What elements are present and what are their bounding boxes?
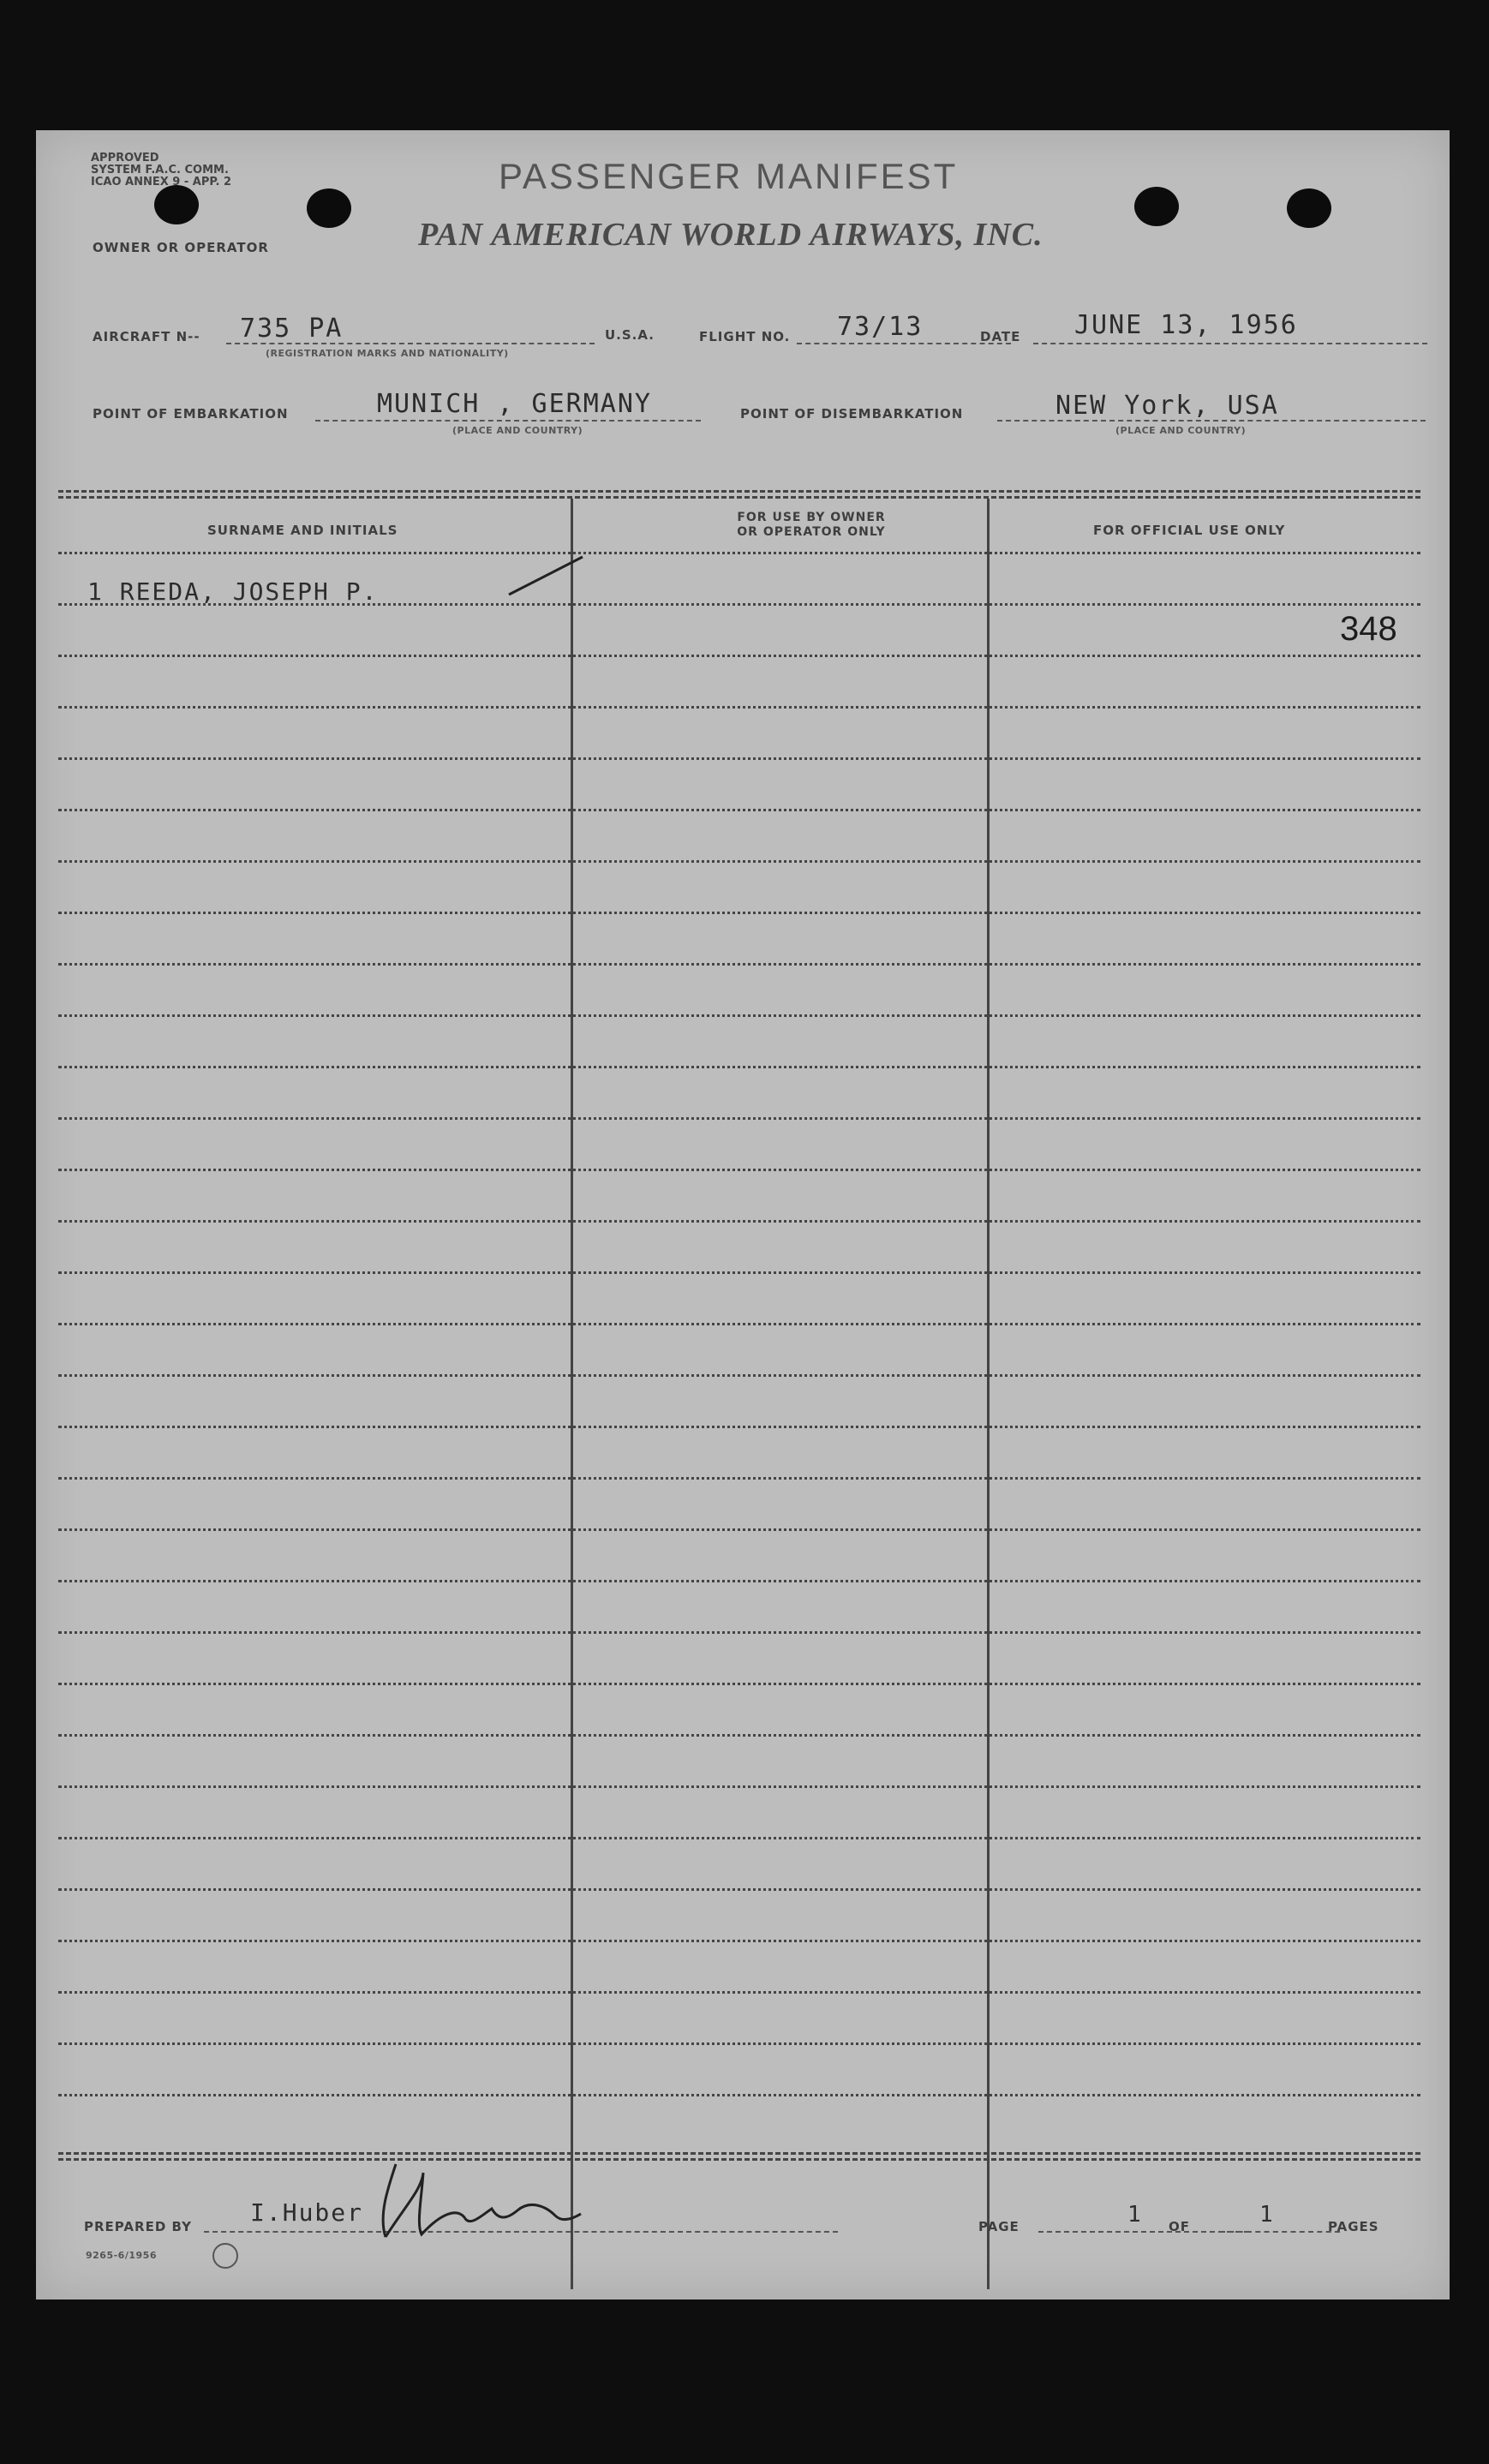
col-header-owner-line1: FOR USE BY OWNER <box>737 511 886 524</box>
row-rule <box>58 1888 1420 1891</box>
row-rule <box>58 706 1420 709</box>
punch-hole-right-2 <box>1287 188 1331 228</box>
flight-label: FLIGHT NO. <box>699 329 791 344</box>
row-rule <box>58 1271 1420 1274</box>
aircraft-value: 735 PA <box>240 314 344 344</box>
row-rule <box>58 1220 1420 1223</box>
row-rule <box>58 1117 1420 1120</box>
column-divider-2 <box>987 499 990 2289</box>
row-rule <box>58 1837 1420 1839</box>
row-rule <box>58 1631 1420 1634</box>
row-rule <box>58 655 1420 657</box>
owner-label: OWNER OR OPERATOR <box>93 240 269 255</box>
row-rule <box>58 1785 1420 1788</box>
row-rule <box>58 1477 1420 1480</box>
embarkation-value: MUNICH , GERMANY <box>377 389 652 419</box>
pages-label: PAGES <box>1328 2219 1379 2234</box>
col-header-official: FOR OFFICIAL USE ONLY <box>1093 523 1286 538</box>
row-rule <box>58 1528 1420 1531</box>
row-rule <box>58 1014 1420 1017</box>
row-rule <box>58 963 1420 966</box>
col-header-surname: SURNAME AND INITIALS <box>207 523 398 538</box>
row-rule <box>58 1940 1420 1942</box>
row-rule <box>58 1323 1420 1325</box>
col-header-owner-line2: OR OPERATOR ONLY <box>737 525 886 539</box>
punch-hole-right-1 <box>1134 187 1179 226</box>
row-rule <box>58 912 1420 914</box>
row-rule <box>58 1683 1420 1685</box>
carrier-name: PAN AMERICAN WORLD AIRWAYS, INC. <box>418 217 1043 253</box>
disembarkation-value: NEW York, USA <box>1055 391 1279 421</box>
approval-line: SYSTEM F.A.C. COMM. <box>91 164 229 176</box>
row-rule <box>58 1580 1420 1582</box>
registration-note: (REGISTRATION MARKS AND NATIONALITY) <box>266 348 509 359</box>
row-rule <box>58 1734 1420 1737</box>
row-rule <box>58 1991 1420 1994</box>
row-rule <box>58 2094 1420 2096</box>
row-rule <box>58 860 1420 863</box>
table-top-border <box>58 490 1420 499</box>
prepared-by-label: PREPARED BY <box>84 2219 192 2234</box>
approval-line: APPROVED <box>91 152 159 164</box>
official-number: 348 <box>1340 610 1397 648</box>
disembarkation-label: POINT OF DISEMBARKATION <box>740 406 964 422</box>
manifest-page <box>36 130 1450 2300</box>
check-stroke <box>504 547 589 598</box>
row-rule <box>58 552 1420 554</box>
of-label: OF <box>1169 2219 1190 2234</box>
form-title: PASSENGER MANIFEST <box>499 156 959 196</box>
usa-label: U.S.A. <box>605 327 655 343</box>
row-rule <box>58 757 1420 760</box>
date-value: JUNE 13, 1956 <box>1074 310 1298 340</box>
row-rule <box>58 1066 1420 1068</box>
page-value: 1 <box>1127 2202 1143 2228</box>
passenger-name: 1 REEDA, JOSEPH P. <box>87 577 379 606</box>
prepared-by-value: I.Huber <box>250 2198 364 2227</box>
col-header-owner <box>610 511 1013 540</box>
row-rule <box>58 1374 1420 1377</box>
approval-line: ICAO ANNEX 9 - APP. 2 <box>91 176 231 188</box>
signature <box>362 2156 593 2250</box>
row-rule <box>58 1426 1420 1428</box>
date-label: DATE <box>980 329 1021 344</box>
form-code: 9265-6/1956 <box>86 2250 157 2261</box>
punch-hole-left-1 <box>154 185 199 224</box>
approval-block <box>91 153 231 188</box>
flight-value: 73/13 <box>837 312 924 342</box>
disembarkation-note: (PLACE AND COUNTRY) <box>1115 425 1247 436</box>
of-value: 1 <box>1259 2202 1275 2228</box>
row-rule <box>58 1169 1420 1171</box>
page-label: PAGE <box>978 2219 1020 2234</box>
punch-hole-left-2 <box>307 188 351 228</box>
table-bottom-border <box>58 2152 1420 2161</box>
embarkation-label: POINT OF EMBARKATION <box>93 406 289 422</box>
embarkation-note: (PLACE AND COUNTRY) <box>452 425 583 436</box>
row-rule <box>58 2042 1420 2045</box>
aircraft-label: AIRCRAFT N-- <box>93 329 200 344</box>
union-label-icon <box>212 2243 238 2269</box>
row-rule <box>58 809 1420 811</box>
column-divider-1 <box>571 499 573 2289</box>
